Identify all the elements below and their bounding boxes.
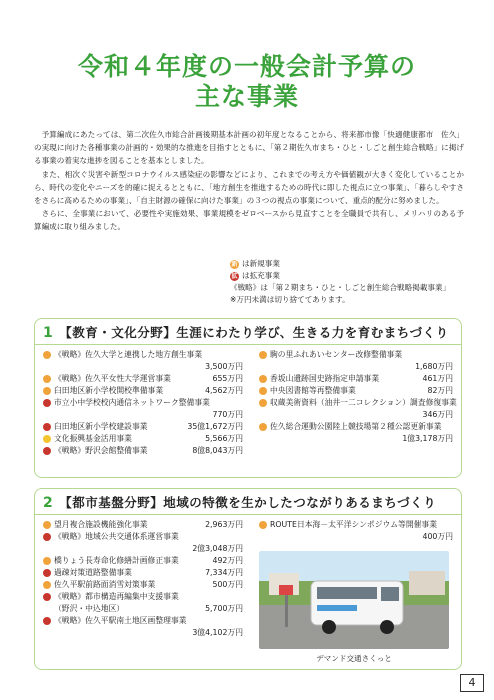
legend-expanded [230, 270, 450, 282]
bullet-icon [43, 581, 51, 589]
bullet-icon [43, 557, 51, 565]
section1-left-column [43, 349, 243, 457]
section1-right-column [259, 349, 457, 445]
item-amount: 3億4,102万円 [192, 628, 243, 637]
bullet-icon [259, 399, 267, 407]
photo-caption: デマンド交通さくっと [316, 654, 392, 663]
title-line-1: 令和４年度の一般会計予算の [77, 52, 416, 81]
item-name: 臼田地区新小学校建設事業 [54, 422, 148, 431]
item-amount: 82万円 [427, 386, 453, 395]
section-urban-infrastructure [34, 488, 462, 670]
section-number: 2 [43, 495, 54, 511]
new-mark-icon: 新 [231, 260, 238, 268]
item-name: 市立小中学校校内通信ネットワーク整備事業 [54, 398, 210, 407]
budget-item [43, 445, 243, 457]
section-heading [35, 319, 461, 345]
item-continuation [259, 433, 453, 445]
budget-item [259, 397, 457, 409]
budget-item [43, 385, 243, 397]
item-amount: 461万円 [422, 374, 453, 383]
budget-item [259, 519, 453, 531]
budget-item [43, 591, 243, 603]
item-name: 《戦略》野沢会館整備事業 [54, 446, 148, 455]
item-name: 過疎対策道路整備事業 [54, 568, 132, 577]
bullet-icon [43, 375, 51, 383]
item-continuation [43, 409, 243, 421]
bullet-icon [259, 351, 267, 359]
budget-item [43, 433, 243, 445]
demand-bus-photo [259, 551, 449, 649]
item-name: 橋りょう長寿命化修繕計画修正事業 [54, 556, 179, 565]
budget-item [259, 373, 453, 385]
item-amount: 2,963万円 [205, 520, 243, 529]
section-title: 【都市基盤分野】地域の特徴を生かしたつながりあるまちづくり [59, 495, 437, 510]
legend-new [230, 258, 450, 270]
bullet-icon [43, 617, 51, 625]
budget-item [259, 349, 453, 361]
bullet-icon [43, 569, 51, 577]
section2-right-column [259, 519, 453, 543]
item-name: 香坂山遺跡国史跡指定申請事業 [270, 374, 380, 383]
item-name: 佐久総合運動公園陸上競技場第２種公認更新事業 [270, 422, 442, 431]
item-amount: 500万円 [212, 580, 243, 589]
item-continuation [43, 627, 243, 639]
item-name: 佐久平駅前路面消雪対策事業 [54, 580, 156, 589]
item-amount: 492万円 [212, 556, 243, 565]
item-amount: 400万円 [422, 532, 453, 541]
legend [230, 258, 450, 306]
bullet-icon [259, 423, 267, 431]
expanded-mark-icon: 拡 [231, 272, 238, 280]
item-continuation [259, 409, 453, 421]
budget-item [259, 421, 453, 433]
bullet-icon [43, 423, 51, 431]
section2-left-column [43, 519, 243, 639]
item-amount: 8億8,043万円 [192, 446, 243, 455]
budget-item [259, 385, 453, 397]
item-continuation [43, 603, 243, 615]
item-name: 文化振興基金活用事業 [54, 434, 132, 443]
budget-item [43, 615, 243, 627]
item-amount: 2億3,048万円 [192, 544, 243, 553]
bullet-icon [43, 521, 51, 529]
bullet-icon [43, 447, 51, 455]
bullet-icon [43, 435, 51, 443]
bullet-icon [43, 387, 51, 395]
bullet-icon [43, 533, 51, 541]
item-amount: 1,680万円 [415, 362, 453, 371]
item-amount: 7,334万円 [205, 568, 243, 577]
item-name: 《戦略》佐久大学と連携した地方創生事業 [54, 350, 203, 359]
bullet-icon [43, 593, 51, 601]
title-line-2: 主な事業 [194, 82, 299, 111]
budget-item [43, 579, 243, 591]
budget-item [43, 349, 243, 361]
item-amount: 770万円 [212, 410, 243, 419]
budget-item [43, 531, 243, 543]
bullet-icon [259, 375, 267, 383]
item-name: 望月複合施設機能強化事業 [54, 520, 148, 529]
budget-item [43, 421, 243, 433]
item-amount: 3,500万円 [205, 362, 243, 371]
intro-paragraph: また、相次ぐ災害や新型コロナウイルス感染症の影響などにより、これまでの考え方や価値観が大きく変化していることから、時代の変化やニーズを的確に捉えるとともに、「地方創生を推進するための時代に即した視点に立つ事業」、「暮らしやすさをさらに高めるための事業」、「自主財源の確保に向けた事業」の３つの視点の事業について、重点的配分に努めました。 [34, 169, 464, 206]
legend-strategy: 《戦略》は「第２期まち・ひと・しごと創生総合戦略掲載事業」 [230, 283, 451, 292]
intro-paragraph: さらに、全事業において、必要性や実施効果、事業規模をゼロベースから見直すことを全職員で共有し、メリハリのある予算編成に取り組みました。 [34, 209, 464, 232]
intro-text [34, 128, 464, 234]
item-name: 臼田地区新小学校開校準備事業 [54, 386, 164, 395]
budget-item [43, 397, 243, 409]
item-amount: 655万円 [212, 374, 243, 383]
section-education-culture [34, 318, 462, 478]
item-amount: 5,700万円 [205, 604, 243, 613]
bullet-icon [259, 521, 267, 529]
legend-note: ※万円未満は切り捨ててあります。 [230, 295, 350, 304]
item-name: 中央図書館等再整備事業 [270, 386, 356, 395]
legend-expanded-label: は拡充事業 [242, 271, 280, 280]
budget-item [43, 373, 243, 385]
budget-item [43, 519, 243, 531]
intro-paragraph: 予算編成にあたっては、第二次佐久市総合計画後期基本計画の初年度となることから、将来都市像「快適健康都市 佐久」の実現に向けた各種事業の計画的・効果的な推進を目指すとともに、「第２期佐久市まち・ひと・しごと創生総合戦略」に掲げる事業の着実な進捗を図ることを基本としました。 [34, 130, 464, 166]
bullet-icon [259, 387, 267, 395]
item-amount: 1億3,178万円 [402, 434, 453, 443]
item-amount: 35億1,672万円 [187, 422, 243, 431]
legend-new-label: は新規事業 [242, 259, 280, 268]
item-name: 《戦略》都市構造再編集中支援事業 [54, 592, 179, 601]
item-continuation [259, 361, 453, 373]
item-continuation [43, 361, 243, 373]
item-name: 《戦略》佐久平女性大学運営事業 [54, 374, 171, 383]
item-name: ROUTE日本海－太平洋シンポジウム等開催事業 [270, 520, 438, 529]
item-amount: 5,566万円 [205, 434, 243, 443]
bullet-icon [43, 351, 51, 359]
item-name: 《戦略》佐久平駅南土地区画整理事業 [54, 616, 187, 625]
item-amount: 346万円 [422, 410, 453, 419]
item-name: 《戦略》地域公共交通体系運営事業 [54, 532, 179, 541]
section-number: 1 [43, 325, 54, 341]
item-subname: （野沢・中込地区） [54, 604, 125, 613]
budget-item [43, 567, 243, 579]
item-name: 駒の里ふれあいセンター改修整備事業 [270, 350, 403, 359]
section-heading [35, 489, 461, 515]
item-continuation [43, 543, 243, 555]
item-continuation [259, 531, 453, 543]
budget-item [43, 555, 243, 567]
item-amount: 4,562万円 [205, 386, 243, 395]
section-title: 【教育・文化分野】生涯にわたり学び、生きる力を育むまちづくり [59, 325, 449, 340]
page-number: 4 [460, 674, 484, 692]
bullet-icon [43, 399, 51, 407]
item-name: 収蔵美術資料（油井一二コレクション）調査修復事業 [270, 398, 457, 407]
page-title [0, 52, 494, 112]
